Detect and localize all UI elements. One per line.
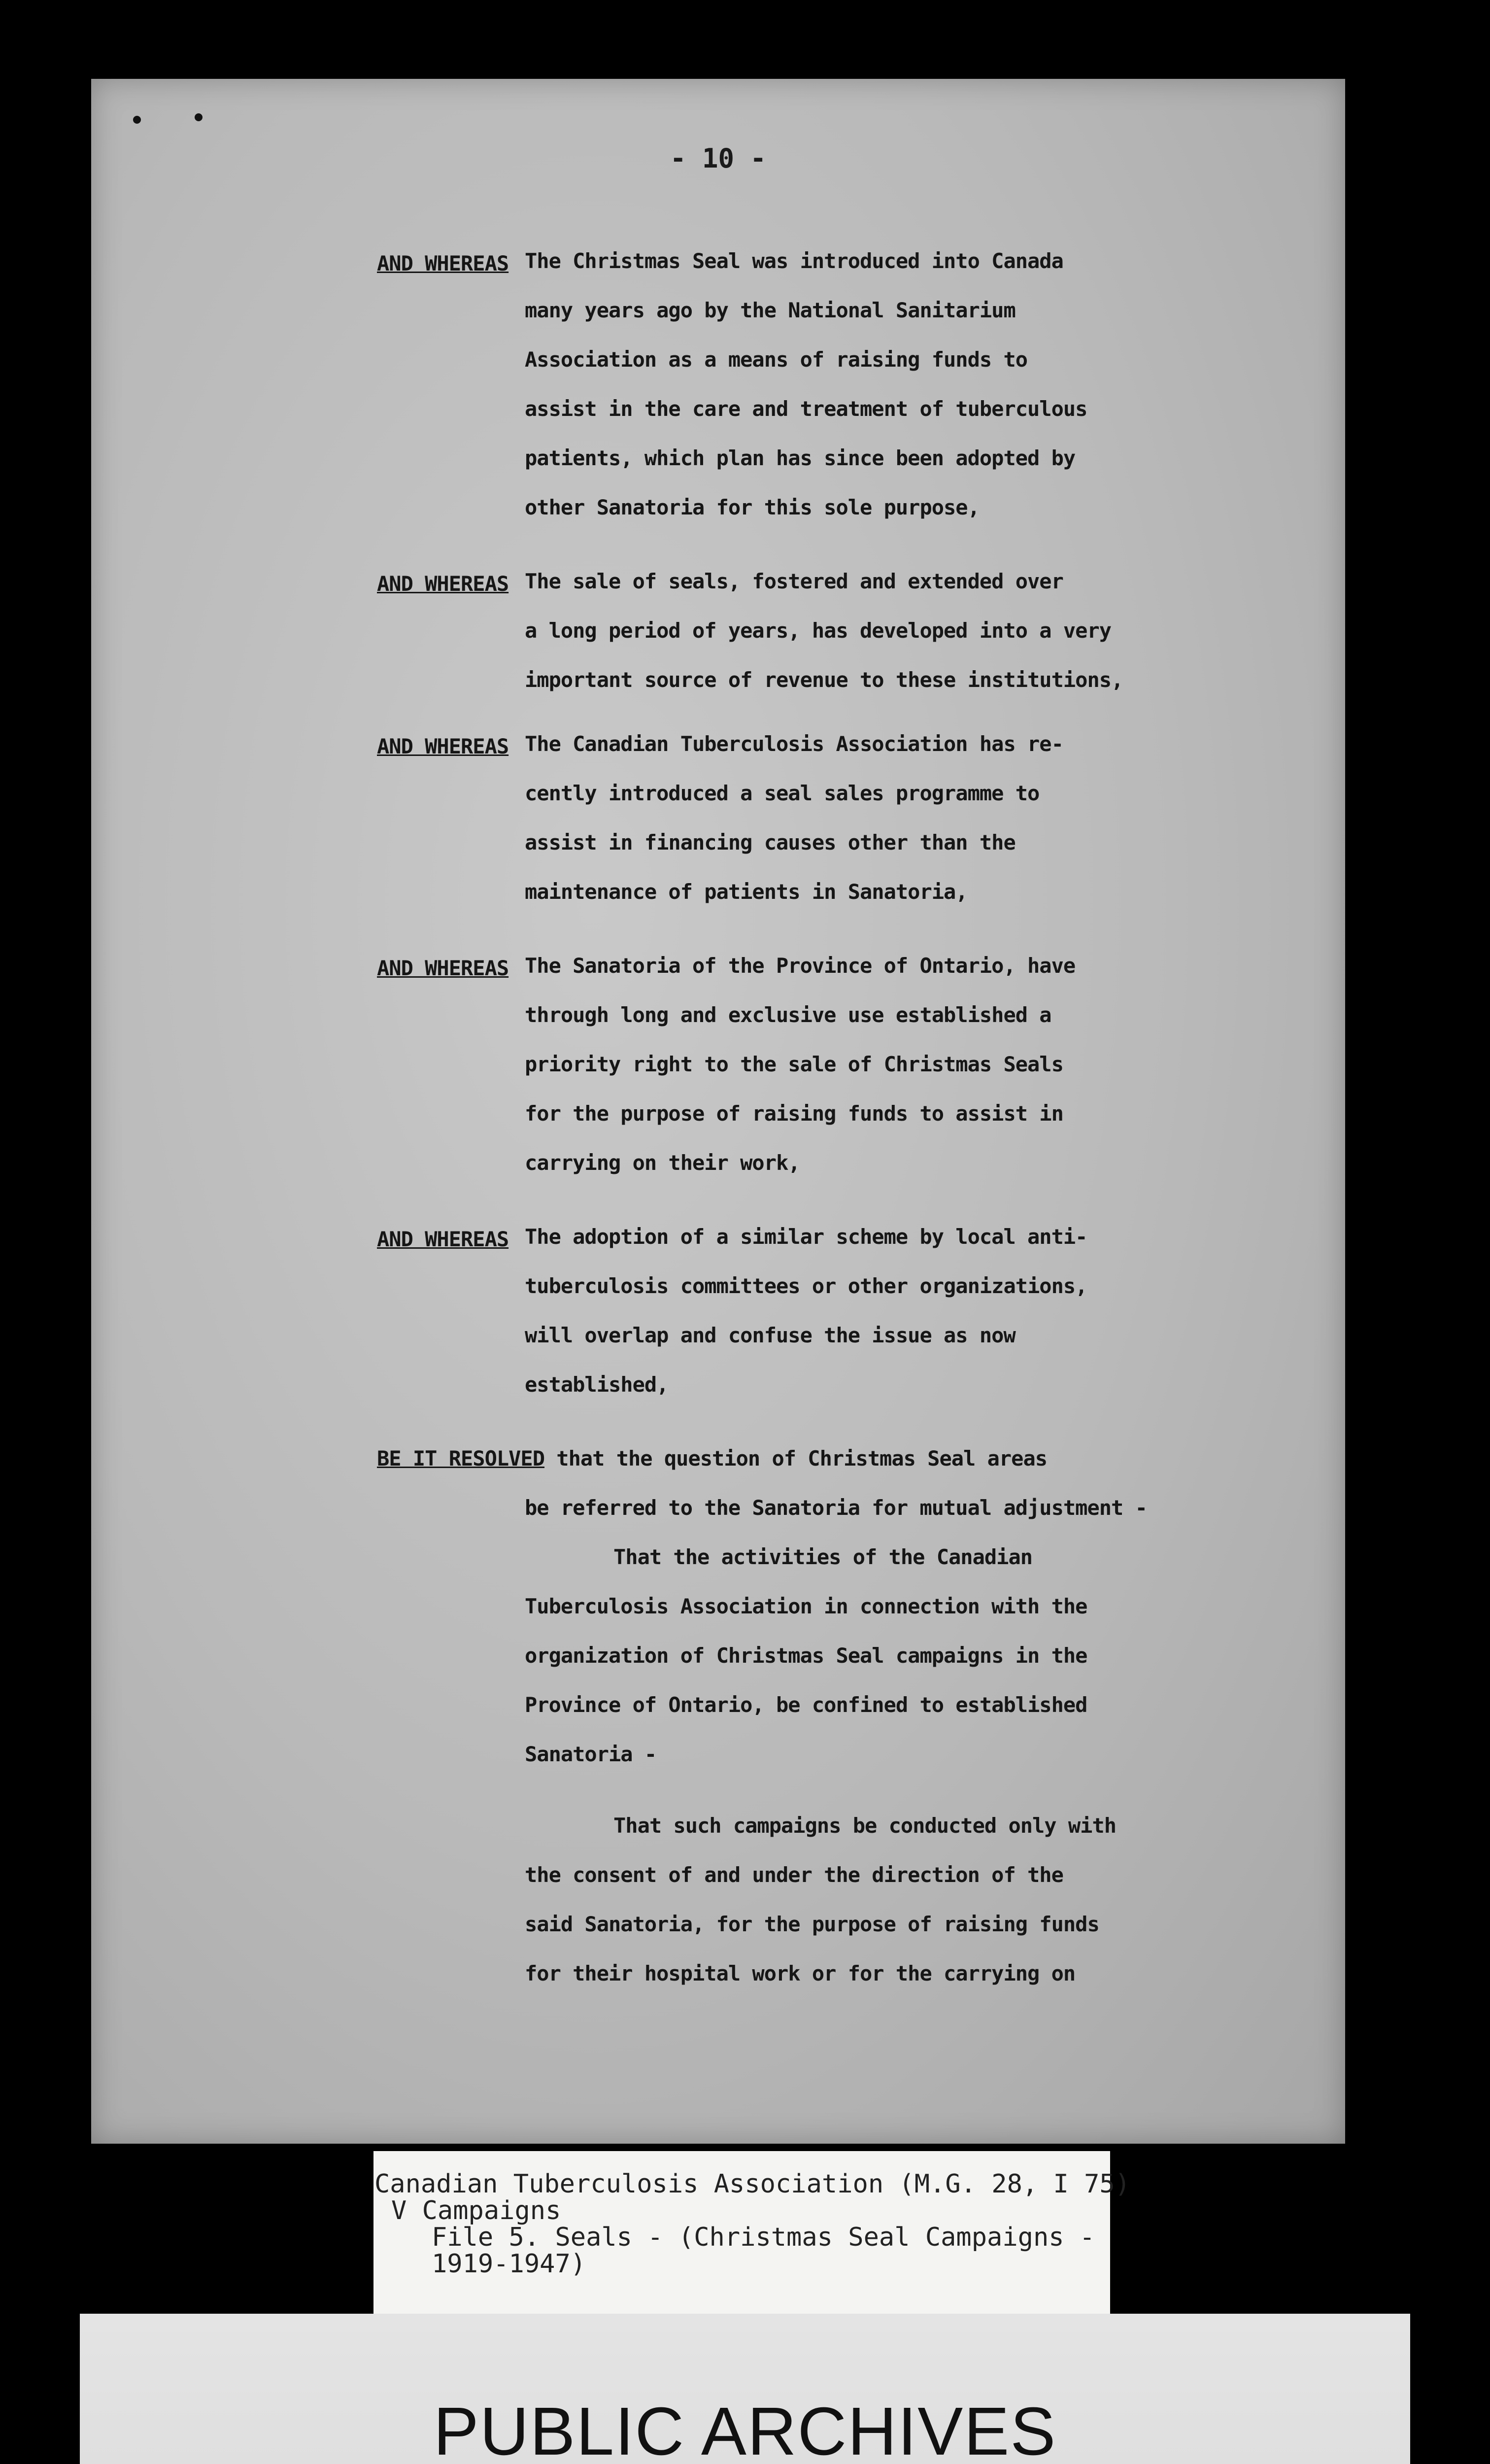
resolution-lead: BE IT RESOLVED (377, 1446, 545, 1471)
clause-line: The Canadian Tuberculosis Association has re- (525, 732, 1063, 756)
reference-line-2: V Campaigns (391, 2196, 561, 2225)
clause-line: The sale of seals, fostered and extended over (525, 569, 1063, 593)
whereas-clause-3 (377, 719, 1313, 917)
clause-lead: AND WHEREAS (377, 734, 509, 758)
resolution-line: Province of Ontario, be confined to established (525, 1693, 1087, 1717)
resolution-line: That the activities of the Canadian (613, 1545, 1033, 1569)
clause-line: The Christmas Seal was introduced into Canada (525, 249, 1063, 273)
clause-lead: AND WHEREAS (377, 1227, 509, 1251)
whereas-clause-4 (377, 941, 1313, 1188)
clause-lead: AND WHEREAS (377, 572, 509, 596)
punch-hole-right (195, 113, 203, 121)
clause-line: The adoption of a similar scheme by local anti- (525, 1225, 1087, 1249)
clause-lead: AND WHEREAS (377, 251, 509, 275)
resolution-first-line-text: that the question of Christmas Seal areas (544, 1446, 1048, 1471)
clause-line: assist in financing causes other than the (525, 830, 1016, 855)
clause-line: will overlap and confuse the issue as now (525, 1323, 1016, 1347)
typed-document-page (91, 79, 1345, 2144)
clause-line: assist in the care and treatment of tuberculous (525, 397, 1087, 421)
clause-line: Association as a means of raising funds to (525, 347, 1028, 372)
resolution-line: That such campaigns be conducted only with (613, 1814, 1117, 1838)
punch-hole-left (133, 116, 141, 124)
page-number: - 10 - (670, 143, 767, 174)
resolution-line: the consent of and under the direction of the (525, 1863, 1063, 1887)
clause-line: through long and exclusive use established a (525, 1003, 1051, 1027)
resolution-line: Tuberculosis Association in connection with the (525, 1594, 1087, 1618)
reference-line-4: 1919-1947) (432, 2249, 586, 2279)
clause-line: other Sanatoria for this sole purpose, (525, 495, 980, 519)
clause-line: The Sanatoria of the Province of Ontario, have (525, 954, 1076, 978)
clause-line: a long period of years, has developed into a very (525, 618, 1112, 643)
archive-reference-label (373, 2151, 1131, 2314)
clause-line: priority right to the sale of Christmas Seals (525, 1052, 1063, 1076)
clause-line: important source of revenue to these institutions, (525, 668, 1123, 692)
clause-line: established, (525, 1372, 669, 1397)
reference-line-3: File 5. Seals - (Christmas Seal Campaigns - (432, 2223, 1095, 2252)
clause-lead: AND WHEREAS (377, 956, 509, 980)
resolution-clause (377, 1434, 1313, 1998)
banner-line-english: PUBLIC ARCHIVES (433, 2394, 1057, 2464)
clause-line: tuberculosis committees or other organizations, (525, 1274, 1087, 1298)
public-archives-banner (80, 2314, 1410, 2464)
resolution-line: be referred to the Sanatoria for mutual adjustment - (525, 1496, 1147, 1520)
clause-line: maintenance of patients in Sanatoria, (525, 880, 968, 904)
clause-line: cently introduced a seal sales programme to (525, 781, 1040, 805)
resolution-line: for their hospital work or for the carrying on (525, 1961, 1076, 1985)
resolution-line: Sanatoria - (525, 1742, 657, 1766)
resolution-line: organization of Christmas Seal campaigns in the (525, 1643, 1087, 1668)
reference-line-1: Canadian Tuberculosis Association (M.G. 28, I 75) (374, 2169, 1131, 2199)
clause-line: for the purpose of raising funds to assist in (525, 1101, 1063, 1126)
clause-line: many years ago by the National Sanitarium (525, 298, 1016, 322)
whereas-clause-1 (377, 237, 1313, 532)
clause-line: patients, which plan has since been adopted by (525, 446, 1076, 470)
whereas-clause-5 (377, 1212, 1313, 1409)
resolution-first-line (377, 1434, 1313, 1483)
resolution-line: said Sanatoria, for the purpose of raising funds (525, 1912, 1099, 1936)
whereas-clause-2 (377, 557, 1313, 705)
clause-line: carrying on their work, (525, 1151, 800, 1175)
